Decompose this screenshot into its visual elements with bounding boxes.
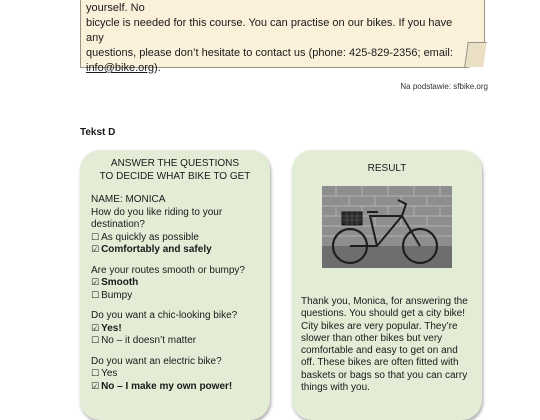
option-label: Yes bbox=[101, 368, 118, 379]
questionnaire-title-line-1: ANSWER THE QUESTIONS bbox=[110, 158, 240, 169]
note-line-2: bicycle is needed for this course. You can practise on our bikes. If you have any bbox=[86, 17, 453, 44]
intro-note-text bbox=[86, 0, 456, 76]
checkbox-checked-icon: ☑ bbox=[91, 381, 100, 392]
question-block bbox=[91, 265, 266, 303]
email-suffix: ). bbox=[154, 62, 161, 74]
questionnaire-title-line-2: TO DECIDE WHAT BIKE TO GET bbox=[99, 171, 251, 182]
option-label: Yes! bbox=[101, 322, 122, 334]
result-text: Thank you, Monica, for answering the questions. You should get a city bike! City bikes are very popular. They’re slower than other bikes but very comfortable and easy to get on and off. These bikes are often fitted with baskets or bags so that you can carry things with you. bbox=[301, 296, 468, 394]
note-line-3: questions, please don’t hesitate to contact us (phone: 425-829-2356; email: bbox=[86, 47, 453, 59]
question-text: How do you like riding to your destination? bbox=[91, 206, 223, 230]
checkbox-empty-icon: ☐ bbox=[91, 369, 100, 379]
questionnaire-body bbox=[91, 194, 266, 401]
option-label: No – it doesn’t matter bbox=[101, 335, 197, 346]
note-folded-corner bbox=[464, 42, 487, 67]
option-label: As quickly as possible bbox=[101, 231, 199, 243]
checkbox-empty-icon: ☐ bbox=[91, 336, 100, 346]
option-row-selected bbox=[91, 323, 266, 336]
name-line: NAME: MONICA bbox=[91, 194, 166, 205]
question-block bbox=[91, 310, 266, 348]
option-row-selected bbox=[91, 381, 266, 394]
question-text: Do you want an electric bike? bbox=[91, 355, 222, 367]
city-bike-photo bbox=[322, 186, 452, 268]
checkbox-empty-icon: ☐ bbox=[91, 290, 100, 301]
question-block bbox=[91, 207, 266, 257]
note-line-4 bbox=[86, 61, 456, 76]
checkbox-checked-icon: ☑ bbox=[91, 323, 100, 334]
section-label: Tekst D bbox=[80, 127, 116, 138]
option-label: Comfortably and safely bbox=[101, 244, 212, 255]
question-block bbox=[91, 356, 266, 394]
option-row bbox=[91, 368, 266, 381]
questionnaire-title bbox=[80, 157, 270, 183]
option-row bbox=[91, 335, 266, 348]
bicycle-icon bbox=[322, 186, 452, 268]
option-label: Smooth bbox=[101, 277, 139, 288]
note-line-1: yourself. No bbox=[86, 2, 145, 14]
option-label: No – I make my own power! bbox=[101, 380, 233, 392]
checkbox-empty-icon: ☐ bbox=[91, 232, 100, 243]
option-row-selected bbox=[91, 277, 266, 290]
option-label: Bumpy bbox=[101, 289, 133, 301]
checkbox-checked-icon: ☑ bbox=[91, 278, 100, 288]
question-text: Are your routes smooth or bumpy? bbox=[91, 264, 245, 276]
checkbox-checked-icon: ☑ bbox=[91, 245, 100, 255]
result-title: RESULT bbox=[367, 163, 407, 174]
email-link[interactable]: info@bike.org bbox=[86, 62, 155, 74]
option-row bbox=[91, 290, 266, 303]
option-row bbox=[91, 232, 266, 245]
source-credit: Na podstawie: sfbike.org bbox=[400, 82, 488, 91]
option-row-selected bbox=[91, 244, 266, 257]
question-text: Do you want a chic-looking bike? bbox=[91, 310, 238, 321]
